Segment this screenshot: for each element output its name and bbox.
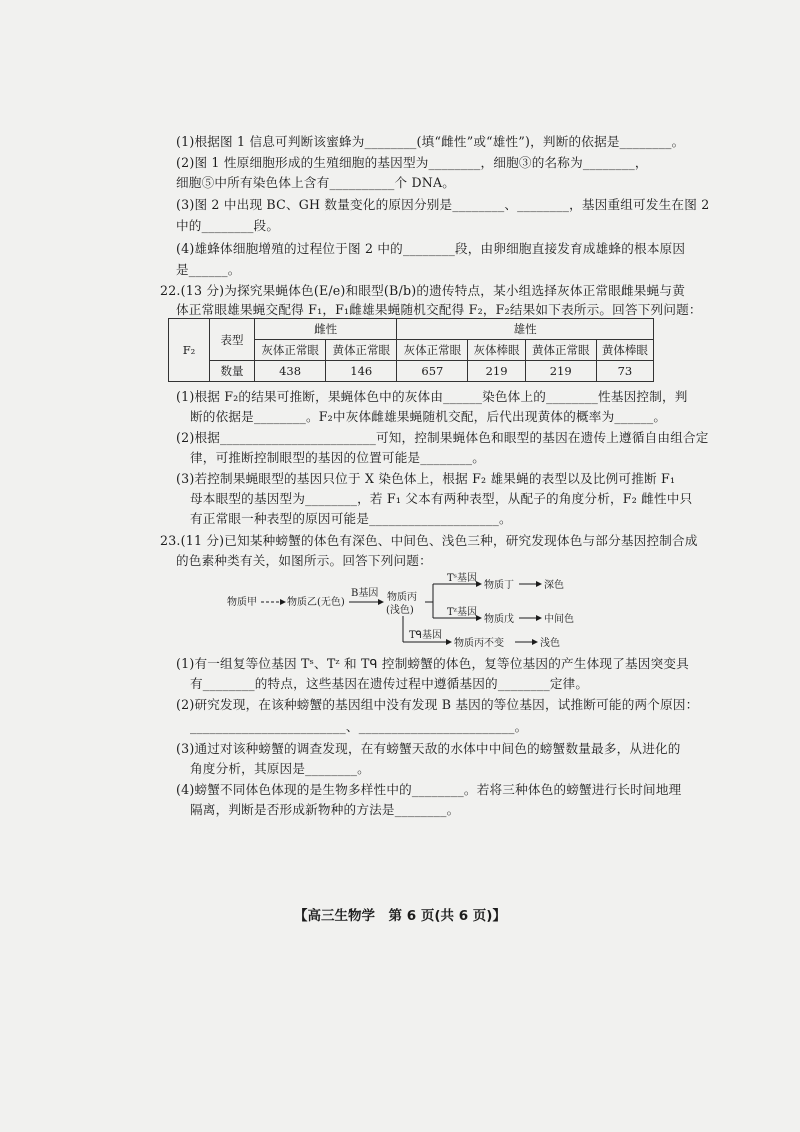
- table-cell: 黄体正常眼: [525, 340, 596, 361]
- table-female-header: 雌性: [255, 319, 397, 340]
- table-cell: 219: [468, 361, 525, 382]
- q22-part1-line2: 断的依据是________。F₂中灰体雌雄果蝇随机交配，后代出现黄体的概率为______。: [190, 409, 667, 424]
- table-cell: 灰体正常眼: [255, 340, 326, 361]
- q22-part3-line2: 母本眼型的基因型为________，若 F₁ 父本有两种表型，从配子的角度分析，F₂ 雌性中只: [190, 491, 693, 506]
- result-dark-label: 深色: [544, 580, 564, 591]
- q22-part2-line2: 律，可推断控制眼型的基因的位置可能是________。: [190, 450, 486, 465]
- gene-ts-label: Tˢ基因: [447, 573, 478, 584]
- q22-part1-line1: (1)根据 F₂的结果可推断，果蝇体色中的灰体由______染色体上的________性基因控制，判: [176, 389, 688, 404]
- q23-stem-line2: 的色素种类有关，如图所示。回答下列问题：: [176, 553, 432, 568]
- table-cell: 灰体棒眼: [468, 340, 525, 361]
- q21-part3-line2: 中的________段。: [176, 218, 280, 233]
- q21-part3-line1: (3)图 2 中出现 BC、GH 数量变化的原因分别是________、________，基因重组可发生在图 2: [176, 197, 710, 212]
- q23-part1-line2: 有________的特点，这些基因在遗传过程中遵循基因的________定律。: [190, 676, 589, 691]
- table-row-label: F₂: [169, 319, 210, 382]
- q23-part2-line1: (2)研究发现，在该种螃蟹的基因组中没有发现 B 基因的等位基因，试推断可能的两个原因：: [176, 697, 699, 712]
- substance-c-label: 物质丙: [387, 592, 417, 603]
- q21-part2-line2: 细胞⑤中所有染色体上含有__________个 DNA。: [176, 175, 456, 190]
- q23-part3-line2: 角度分析，其原因是________。: [190, 761, 370, 776]
- q23-part2-line2: ________________________、________________________。: [190, 719, 528, 734]
- table-cell: 黄体正常眼: [326, 340, 397, 361]
- page-footer: 【高三生物学 第 6 页(共 6 页)】: [294, 908, 506, 924]
- table-cell: 黄体棒眼: [596, 340, 653, 361]
- pigment-pathway-diagram: [225, 572, 605, 652]
- table-cell: 657: [397, 361, 468, 382]
- table-count-label: 数量: [210, 361, 255, 382]
- q21-part1: (1)根据图 1 信息可判断该蜜蜂为________(填“雌性”或“雄性”)，判断的依据是________。: [176, 134, 685, 149]
- q23-part3-line1: (3)通过对该种螃蟹的调查发现，在有螃蟹天敌的水体中中间色的螃蟹数量最多，从进化的: [176, 741, 681, 756]
- table-phenotype-label: 表型: [210, 319, 255, 361]
- q23-stem-line1: 23.(11 分)已知某种螃蟹的体色有深色、中间色、浅色三种，研究发现体色与部分基因控制合成: [160, 533, 698, 548]
- f2-results-table: [168, 318, 654, 382]
- gene-tq-label: Tᑫ基因: [409, 630, 442, 641]
- q22-stem-line2: 体正常眼雄果蝇交配得 F₁，F₁雌雄果蝇随机交配得 F₂，F₂结果如下表所示。回答下列问题：: [176, 302, 702, 317]
- table-male-header: 雄性: [397, 319, 654, 340]
- q23-part4-line1: (4)螃蟹不同体色体现的是生物多样性中的________。若将三种体色的螃蟹进行长时间地理: [176, 782, 682, 797]
- q23-part4-line2: 隔离，判断是否形成新物种的方法是________。: [190, 802, 460, 817]
- q21-part2-line1: (2)图 1 性原细胞形成的生殖细胞的基因型为________，细胞③的名称为________，: [176, 155, 648, 170]
- substance-d-label: 物质丁: [484, 580, 514, 591]
- table-cell: 438: [255, 361, 326, 382]
- q21-part4-line2: 是______。: [176, 262, 241, 277]
- result-light-label: 浅色: [540, 638, 560, 649]
- q22-part3-line1: (3)若控制果蝇眼型的基因只位于 X 染色体上，根据 F₂ 雄果蝇的表型以及比例可推断 F₁: [176, 471, 676, 486]
- substance-c-unchanged-label: 物质丙不变: [454, 638, 504, 649]
- q22-part2-line1: (2)根据________________________可知，控制果蝇体色和眼型的基因在遗传上遵循自由组合定: [176, 430, 709, 445]
- substance-a-label: 物质甲: [227, 597, 257, 608]
- q22-stem-line1: 22.(13 分)为探究果蝇体色(E/e)和眼型(B/b)的遗传特点，某小组选择灰体正常眼雌果蝇与黄: [160, 283, 685, 298]
- gene-tz-label: Tᶻ基因: [447, 607, 477, 618]
- substance-b-label: 物质乙(无色): [287, 597, 345, 608]
- gene-b-label: B基因: [351, 588, 379, 599]
- substance-e-label: 物质戊: [484, 614, 514, 625]
- table-cell: 73: [596, 361, 653, 382]
- q21-part4-line1: (4)雄蜂体细胞增殖的过程位于图 2 中的________段，由卵细胞直接发育成雄蜂的根本原因: [176, 241, 686, 256]
- table-cell: 146: [326, 361, 397, 382]
- substance-c-color-label: (浅色): [386, 605, 414, 616]
- result-middle-label: 中间色: [544, 614, 574, 625]
- table-cell: 219: [525, 361, 596, 382]
- table-cell: 灰体正常眼: [397, 340, 468, 361]
- q22-part3-line3: 有正常眼一种表型的原因可能是____________________。: [190, 511, 512, 526]
- q23-part1-line1: (1)有一组复等位基因 Tˢ、Tᶻ 和 Tᑫ 控制螃蟹的体色，复等位基因的产生体现了基因突变具: [176, 656, 689, 671]
